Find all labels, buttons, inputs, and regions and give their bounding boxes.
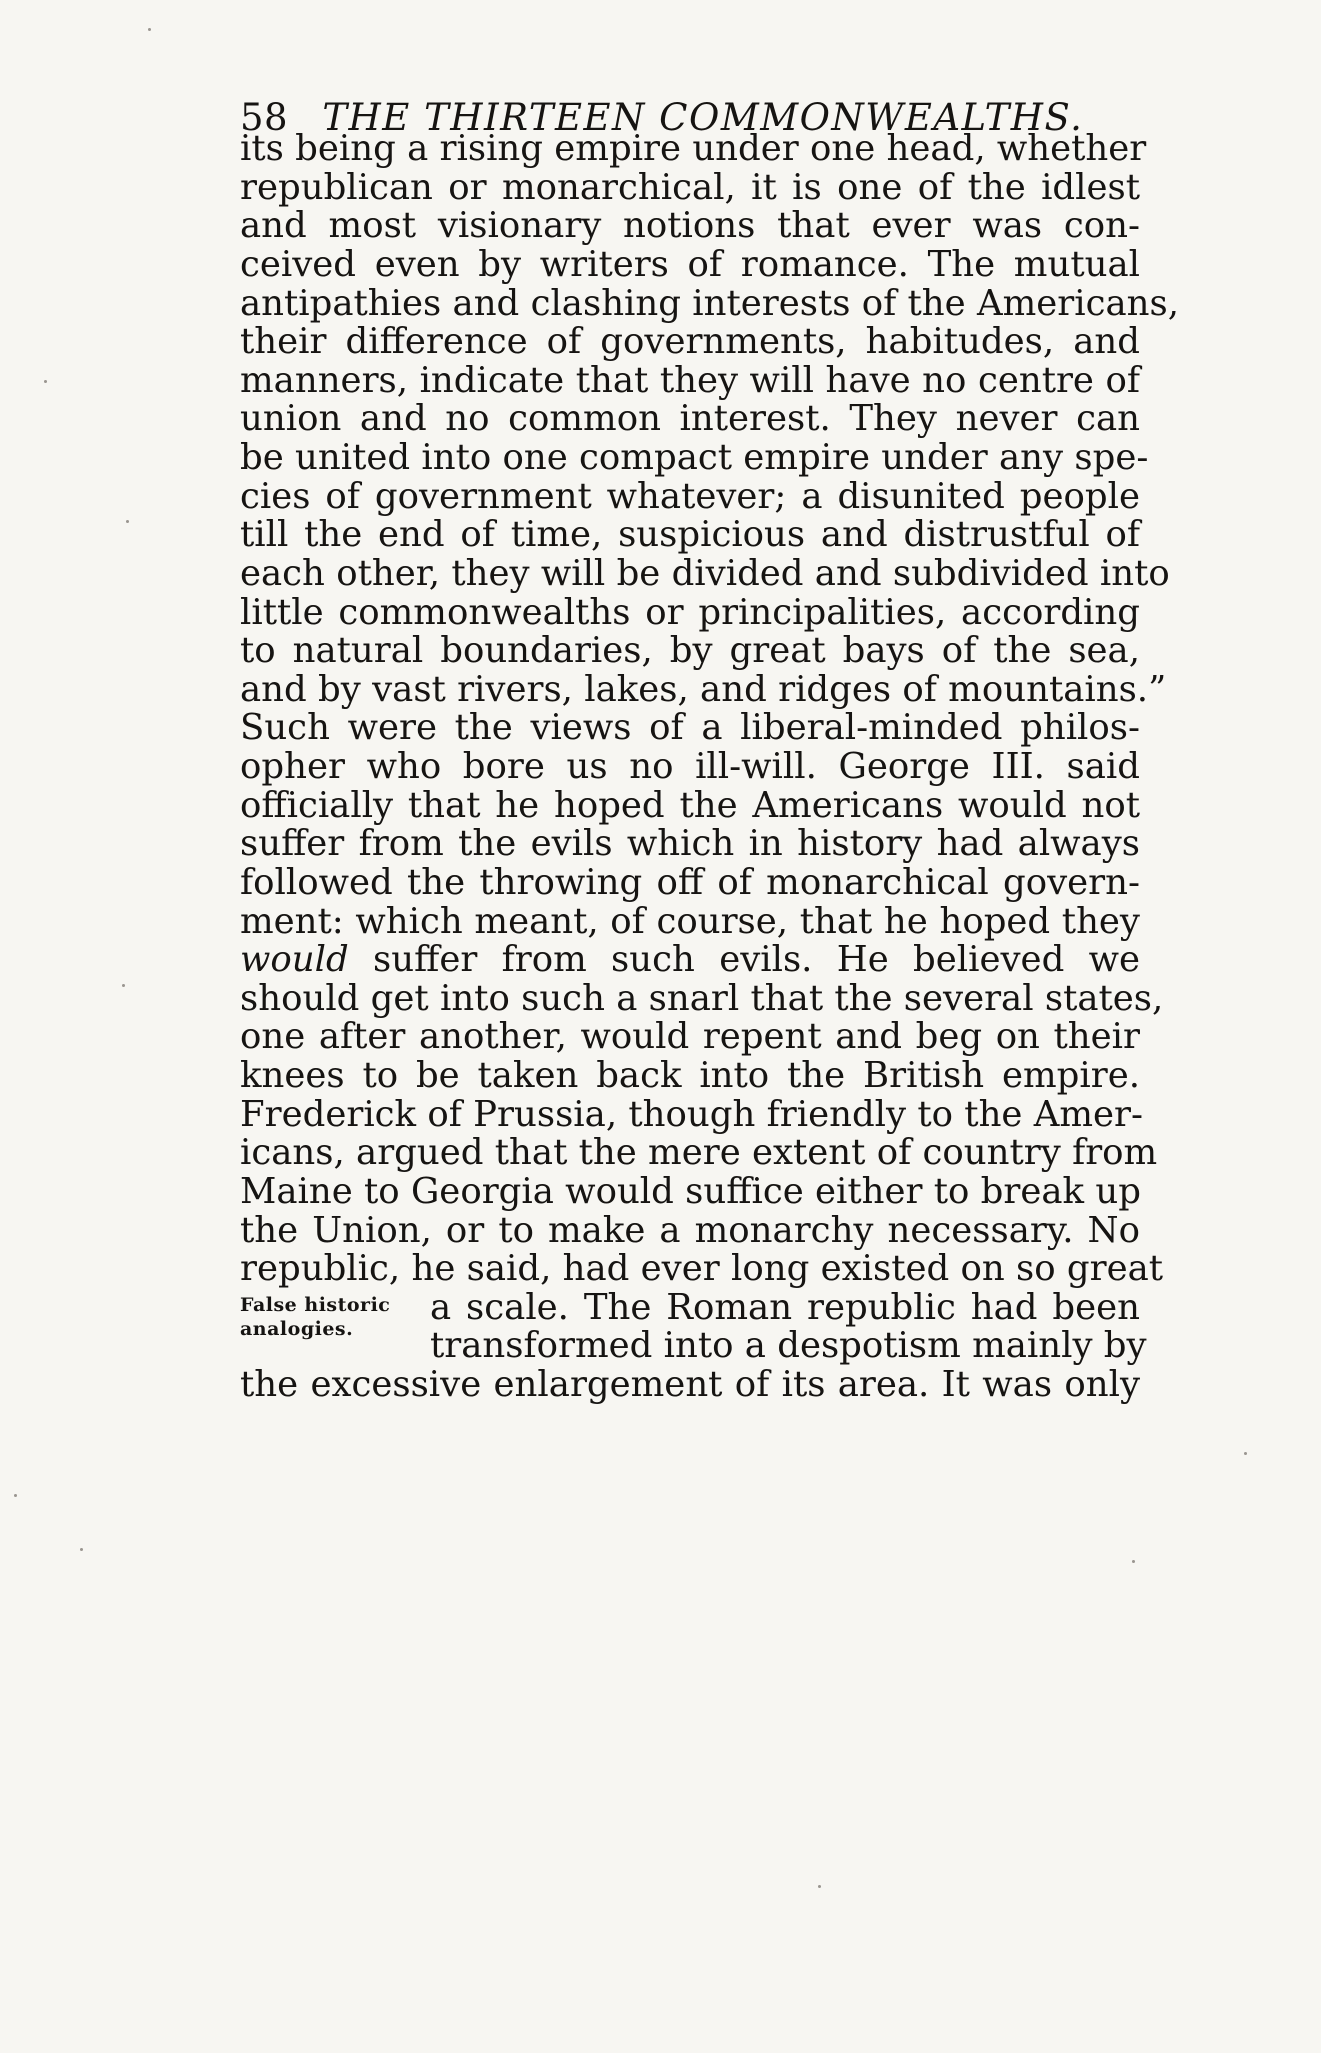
margin-note [240, 1293, 390, 1341]
text-line: opher who bore us no ill-will. George III. said [240, 746, 1140, 787]
text-line: officially that he hoped the Americans would not [240, 785, 1140, 826]
paper-speck [1132, 1560, 1135, 1563]
text-line: the Union, or to make a monarchy necessary. No [240, 1210, 1140, 1251]
text-line: Such were the views of a liberal-minded philos- [240, 707, 1140, 748]
paper-speck [126, 520, 129, 523]
text-line: each other, they will be divided and subdivided into [240, 553, 1170, 594]
text-line: one after another, would repent and beg on their [240, 1016, 1140, 1057]
text-line: suffer from the evils which in history had always [240, 823, 1140, 864]
text-line: transformed into a despotism mainly by [430, 1325, 1147, 1366]
text-line: ceived even by writers of romance. The mutual [240, 244, 1140, 285]
paper-speck [818, 1885, 821, 1888]
text-line: till the end of time, suspicious and distrustful of [240, 514, 1140, 555]
text-line: manners, indicate that they will have no centre of [240, 360, 1140, 401]
text-line: and by vast rivers, lakes, and ridges of mountains.” [240, 669, 1167, 710]
margin-note-line: analogies. [240, 1318, 354, 1340]
text-line: antipathies and clashing interests of the Americans, [240, 283, 1179, 324]
text-line: be united into one compact empire under any spe- [240, 437, 1149, 478]
page-number: 58 [240, 96, 289, 139]
text-span: suffer from such evils. He believed we [348, 939, 1140, 980]
text-line: and most visionary notions that ever was con- [240, 205, 1140, 246]
text-line: should get into such a snarl that the several states, [240, 978, 1164, 1019]
text-line: the excessive enlargement of its area. It was only [240, 1364, 1140, 1405]
text-line: a scale. The Roman republic had been [430, 1287, 1140, 1328]
text-line: their difference of governments, habitudes, and [240, 321, 1140, 362]
paper-speck [122, 984, 125, 987]
text-line: republican or monarchical, it is one of the idlest [240, 167, 1140, 208]
text-line: knees to be taken back into the British empire. [240, 1055, 1140, 1096]
italic-word: would [240, 939, 349, 980]
paper-speck [14, 1494, 17, 1497]
text-line: cies of government whatever; a disunited people [240, 476, 1140, 517]
paper-speck [80, 1548, 83, 1551]
text-line: ment: which meant, of course, that he hoped they [240, 901, 1140, 942]
margin-note-line: False historic [240, 1294, 391, 1316]
text-line: Frederick of Prussia, though friendly to the Amer- [240, 1094, 1143, 1135]
text-line: to natural boundaries, by great bays of the sea, [240, 630, 1140, 671]
paper-speck [148, 28, 151, 31]
paper-speck [1244, 1452, 1247, 1455]
text-line: Maine to Georgia would suffice either to break up [240, 1171, 1141, 1212]
paper-speck [44, 380, 47, 383]
text-line: little commonwealths or principalities, according [240, 592, 1140, 633]
text-line: union and no common interest. They never can [240, 398, 1140, 439]
text-line: followed the throwing off of monarchical govern- [240, 862, 1140, 903]
text-line: republic, he said, had ever long existed on so great [240, 1248, 1164, 1289]
text-line: its being a rising empire under one head, whether [240, 128, 1147, 169]
text-line: icans, argued that the mere extent of country from [240, 1132, 1158, 1173]
book-title-header: THE THIRTEEN COMMONWEALTHS. [322, 96, 1084, 139]
